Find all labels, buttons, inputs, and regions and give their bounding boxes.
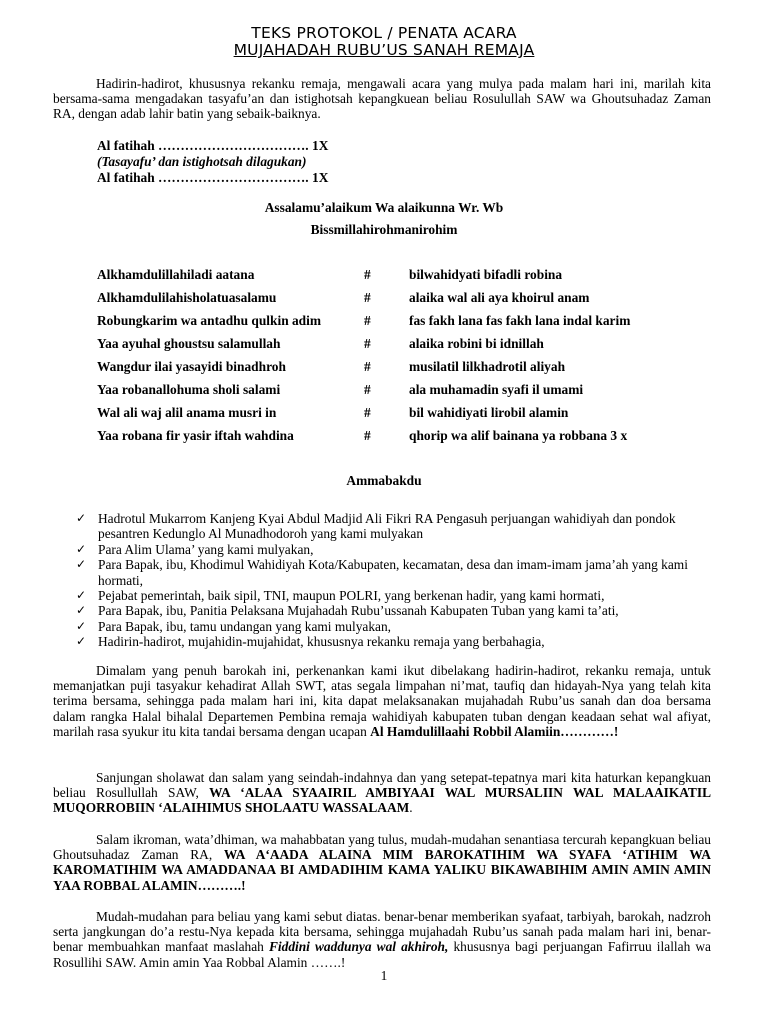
opening-paragraph	[53, 76, 711, 122]
dzikir-separator: #	[364, 336, 371, 351]
checkmark-icon: ✓	[76, 557, 87, 572]
salam-greeting: Assalamu’alaikum Wa alaikunna Wr. Wb	[264, 200, 504, 215]
list-item-text: Para Bapak, ibu, tamu undangan yang kami mulyakan,	[98, 618, 392, 634]
dzikir-right: musilatil lilkhadrotil aliyah	[409, 359, 566, 374]
list-item	[76, 634, 716, 649]
ammabakdu-heading: Ammabakdu	[346, 473, 422, 488]
paragraph-end: .	[409, 800, 413, 816]
checkmark-icon: ✓	[76, 634, 87, 649]
paragraph-text: Dimalam yang penuh barokah ini, perkenankan kami ikut dibelakang hadirin-hadirot, rekanku remaja, untuk memanjatkan puji tasyakur kehadirat Allah SWT, atas segala limpahan ni’mat, taufiq dan hidayah-Nya yang telah kita terima bersama, sehingga pada malam hari ini, kita dapat melaksanakan mujahadah Rubu’us sanah dan doa bersama dalam rangka Halal bihalal Departemen Pembina remaja wahidiyah kabupaten tuban dengan keadaan sehat wal afiyat, marilah rasa syukur itu kita tandai bersama dengan ucapan	[53, 663, 711, 739]
checkmark-icon: ✓	[76, 618, 87, 633]
dzikir-right: bilwahidyati bifadli robina	[409, 267, 563, 282]
paragraph-text: Salam ikroman, wata’dhiman, wa mahabbatan yang tulus, mudah-mudahan senantiasa tercurah kepangkuan beliau Ghoutsuhadaz Zaman RA,	[53, 832, 711, 863]
paragraph-sholawat	[53, 770, 711, 816]
paragraph-text: Sanjungan sholawat dan salam yang seindah-indahnya dan yang setepat-tepatnya mari kita haturkan kepangkuan beliau Rosullullah SAW,	[53, 770, 711, 801]
dzikir-right: qhorip wa alif bainana ya robbana 3 x	[409, 428, 628, 443]
list-item-text: Para Bapak, ibu, Panitia Pelaksana Mujahadah Rubu’ussanah Kabupaten Tuban yang kami ta’ati,	[98, 603, 619, 619]
paragraph-bold-text: Al Hamdulillaahi Robbil Alamiin…………!	[370, 723, 619, 739]
list-item-text: Pejabat pemerintah, baik sipil, TNI, maupun POLRI, yang berkenan hadir, yang kami hormati,	[98, 588, 605, 604]
dzikir-left: Alkhamdulilahisholatuasalamu	[97, 290, 277, 305]
dzikir-separator: #	[364, 313, 371, 328]
dzikir-right: fas fakh lana fas fakh lana indal karim	[409, 313, 631, 328]
dzikir-left: Wal ali waj alil anama musri in	[97, 405, 277, 420]
dzikir-left: Robungkarim wa antadhu qulkin adim	[97, 313, 322, 328]
greetings-list	[76, 511, 716, 650]
checkmark-icon: ✓	[76, 541, 87, 556]
dzikir-right: bil wahidiyati lirobil alamin	[409, 405, 569, 420]
checkmark-icon: ✓	[76, 603, 87, 618]
fatihah-line-2: Al fatihah ……………………………. 1X	[97, 170, 329, 185]
paragraph-gratitude	[53, 663, 711, 739]
list-item	[76, 557, 716, 588]
dzikir-left: Yaa robanallohuma sholi salami	[97, 382, 281, 397]
list-item-text: Hadirin-hadirot, mujahidin-mujahidat, khususnya rekanku remaja yang berbahagia,	[98, 634, 545, 650]
dzikir-separator: #	[364, 290, 371, 305]
page-number: 1	[380, 968, 388, 983]
document-title: TEKS PROTOKOL / PENATA ACARA	[251, 24, 517, 42]
checkmark-icon: ✓	[76, 588, 87, 603]
dzikir-right: alaika robini bi idnillah	[409, 336, 544, 351]
paragraph-doa	[53, 909, 711, 970]
list-item-text: Hadrotul Mukarrom Kanjeng Kyai Abdul Madjid Ali Fikri RA Pengasuh perjuangan wahidiyah dan pondok pesantren Kedunglo Al Munadhodoroh yang kami mulyakan	[98, 511, 676, 542]
checkmark-icon: ✓	[76, 511, 87, 525]
list-item-text: Para Alim Ulama’ yang kami mulyakan,	[98, 541, 314, 557]
dzikir-left: Alkhamdulillahiladi aatana	[97, 267, 255, 282]
dzikir-left: Wangdur ilai yasayidi binadhroh	[97, 359, 286, 374]
paragraph-salam	[53, 832, 711, 893]
dzikir-separator: #	[364, 382, 371, 397]
paragraph-end: khususnya bagi perjuangan Fafirruu ilallah wa Rosullihi SAW. Amin amin Yaa Robbal Alamin …….!	[53, 939, 711, 970]
fatihah-line-1: Al fatihah ……………………………. 1X	[97, 138, 329, 153]
instruction-line: (Tasayafu’ dan istighotsah dilagukan)	[97, 154, 307, 169]
paragraph-bold-text: WA ‘ALAA SYAAIRIL AMBIYAAI WAL MURSALIIN WAL MALAAIKATIL MUQORROBIIN ‘ALAIHIMUS SHOLAATU WASSALAAM	[53, 785, 712, 816]
list-item	[76, 542, 716, 557]
list-item	[76, 588, 716, 603]
basmalah: Bissmillahirohmanirohim	[310, 222, 458, 237]
dzikir-left: Yaa ayuhal ghoustsu salamullah	[97, 336, 281, 351]
dzikir-left: Yaa robana fir yasir iftah wahdina	[97, 428, 294, 443]
list-item	[76, 603, 716, 618]
dzikir-separator: #	[364, 359, 371, 374]
opening-text: Hadirin-hadirot, khususnya rekanku remaja, mengawali acara yang mulya pada malam hari ini, marilah kita bersama-sama mengadakan tasyafu’an dan istighotsah kepangkuean beliau Rosulullah SAW wa Ghoutsuhadaz Zaman RA, dengan adab lahir batin yang sebaik-baiknya.	[53, 76, 711, 122]
document-subtitle: MUJAHADAH RUBU’US SANAH REMAJA	[233, 41, 535, 59]
dzikir-separator: #	[364, 267, 371, 282]
list-item	[76, 511, 716, 542]
dzikir-right: alaika wal ali aya khoirul anam	[409, 290, 590, 305]
dzikir-separator: #	[364, 405, 371, 420]
dzikir-separator: #	[364, 428, 371, 443]
dzikir-right: ala muhamadin syafi il umami	[409, 382, 584, 397]
list-item-text: Para Bapak, ibu, Khodimul Wahidiyah Kota/Kabupaten, kecamatan, desa dan imam-imam jama’ah yang kami hormati,	[98, 557, 688, 588]
paragraph-italic-text: Fiddini waddunya wal akhiroh,	[268, 939, 449, 955]
paragraph-text: Mudah-mudahan para beliau yang kami sebut diatas. benar-benar memberikan syafaat, tarbiyah, barokah, nadzroh serta jangkungan do’a restu-Nya kepada kita bersama, sehingga mujahadah Rubu’us sanah pada malam hari ini, benar-benar membuahkan manfaat maslahah	[53, 909, 711, 955]
paragraph-bold-text: WA A‘AADA ALAINA MIM BAROKATIHIM WA SYAFA ‘ATIHIM WA KAROMATIHIM WA AMADDANAA BI AMDADIHIM KAMA YALIKU BIKAWABIHIM AMIN AMIN AMIN YAA ROBBAL ALAMIN……….!	[53, 847, 711, 893]
list-item	[76, 619, 716, 634]
